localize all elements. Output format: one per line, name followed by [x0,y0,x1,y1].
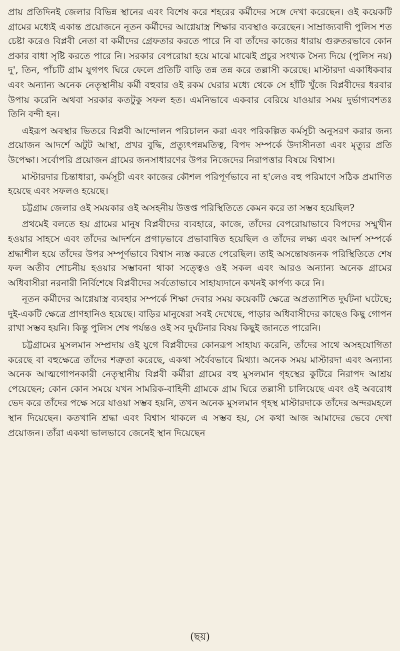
paragraph-6: নূতন কর্মীদের আগ্নেয়াস্ত্র ব্যবহার সম্পর্কে শিক্ষা দেবার সময় কয়েকটি ক্ষেত্রে অপ্রত্যাশিত দুর্ঘটনা ঘটেছে; দুই-একটি ক্ষেত্রে প্রাণহানিও হয়েছে। বাড়ির মানুষেরা সবই দেখেছে, পাড়ার অধিবাসীদের কাছেও কিছু গোপন রাখা সম্ভব হয়নি। কিন্তু পুলিস শেষ পর্যন্তও ওই সব দুর্ঘটনার বিষয় কিছুই জানতে পারেনি। [8,294,392,335]
paragraph-2: এইরূপ অবস্থার ভিতরে বিপ্লবী আন্দোলন পরিচালন করা এবং পরিকল্পিত কর্মসূচী অনুসরণ করার জন্য প্রয়োজন আদর্শে অটুট আস্থা, প্রখর বুদ্ধি, প্রত্যুৎপন্নমতিত্ব, বিপদ সম্পর্কে উদাসীনতা এবং মৃত্যুর প্রতি উপেক্ষা। সর্বোপরি প্রয়োজন গ্রামের জনসাধারণের উপর নিজেদের নিরাপত্তার বিষয়ে বিশ্বাস। [8,125,392,166]
paragraph-5: প্রথমেই বলতে হয় গ্রামের মানুষ বিপ্লবীদের ব্যবহারে, কাজে, তাঁদের বেপরোয়াভাবে বিপদের সম্মুখীন হওয়ার সাহসে এবং তাঁদের আদর্শনে প্রগাঢ়ভাবে প্রভাবান্বিত হয়েছিল ও তাঁদের লক্ষ্য এবং আদর্শ সম্পর্কে শ্রদ্ধাশীল হয়ে তাঁদের উপর সম্পূর্ণভাবে বিশ্বাস ন্যস্ত করতে পেরেছিল। তাই অসন্তোষজনক পরিস্থিতিতে শেষ ফল অতীব শোচনীয় হওয়ার সম্ভাবনা থাকা সত্ত্বেও ওই সকল এবং আরও অন্যান্য অনেক গ্রামের অধিবাসীরা নরনারী নির্বিশেষে বিপ্লবীদের সর্বতোভাবে সাহায্যদানে কখনই কার্পণ্য করে নি। [8,219,392,289]
paragraph-7: চট্টগ্রামের মুসলমান সম্প্রদায় ওই যুগে বিপ্লবীদের কোনরূপ সাহায্য করেনি, তাঁদের সাথে অসহযোগিতা করেছে বা বহুক্ষেত্রে তাঁদের শত্রুতা করেছে, একথা সর্বৈবভাবে মিথ্যা। অনেক সময় মাস্টারদা এবং অন্যান্য অনেক আত্মগোপনকারী নেতৃস্থানীয় বিপ্লবী কর্মীরা গ্রামের বহু মুসলমান গৃহস্থের কুটিরে নিরাপদ আশ্রয় পেয়েছেন; কোন কোন সময়ে যখন সামরিক-বাহিনী গ্রামকে গ্রাম ঘিরে তল্লাসী চালিয়েছে এবং ওই অবরোধ ভেদ করে তাঁদের পক্ষে সরে যাওয়া সম্ভব হয়নি, তখন অনেক মুসলমান গৃহস্থ মাস্টারদাকে তাঁদের অন্দরমহলে স্থান দিয়েছেন। কতখানি শ্রদ্ধা এবং বিশ্বাস থাকলে এ সম্ভব হয়, সে কথা আজ আমাদের ভেবে দেখা প্রয়োজন। তাঁরা একথা ভালভাবে জেনেই স্থান দিয়েছেন [8,340,392,439]
document-page [8,6,392,646]
paragraph-3: মাস্টারদার চিন্তাধারা, কর্মসূচী এবং কাজের কৌশল পরিপূর্ণভাবে না হ'লেও বহু পরিমাণে সঠিক প্রমাণিত হয়েছে এবং সফলও হয়েছে। [8,171,392,198]
paragraph-4: চট্টগ্রাম জেলার ওই সময়কার ওই অসহনীয় উত্তপ্ত পরিস্থিতিতে কেমন করে তা সম্ভব হয়েছিল? [22,202,355,214]
page-number: (ছয়) [190,632,210,643]
paragraph-1: প্রায় প্রতিদিনই জেলার বিভিন্ন স্থানের এবং বিশেষ করে শহরের কর্মীদের সঙ্গে দেখা করেছেন। ওই কয়েকটি গ্রামের মধ্যেই একান্ত প্রয়োজনে নূতন কর্মীদের আগ্নেয়াস্ত্র শিক্ষার ব্যবস্থাও করেছেন। সাম্রাজ্যবাদী পুলিস শত চেষ্টা করেও বিপ্লবী নেতা বা কর্মীদের গ্রেফতার করতে পারে নি বা তাঁদের কাজের ধারায় গুরুতরভাবে কোন প্রকার বাধা সৃষ্টি করতে পারে নি। সরকার বেপরোয়া হয়ে মাঝে মাঝেই প্রচুর সংখ্যক সৈন্য দিয়ে (পুলিস নয়) দু', তিন, পাঁচটি গ্রাম যুগপৎ ঘিরে ফেলে প্রতিটি বাড়ি তন্ন তন্ন করে তল্লাসী করেছে। মাস্টারদা একাধিকবার এবং অন্যান্য অনেক নেতৃস্থানীয় কর্মী বহুবার ওই রকম ঘেরার মধ্যে থেকে সে হাঁটি খুঁজে বিপ্লবীদের ধরবার উপায় করেনি অথবা সরকার কতটুকু সফল হত। এমনিভাবে একবার বেরিয়ে যাওয়ার সময় দুর্ভাগ্যবশতঃ তিনি বন্দী হন। [8,7,392,121]
